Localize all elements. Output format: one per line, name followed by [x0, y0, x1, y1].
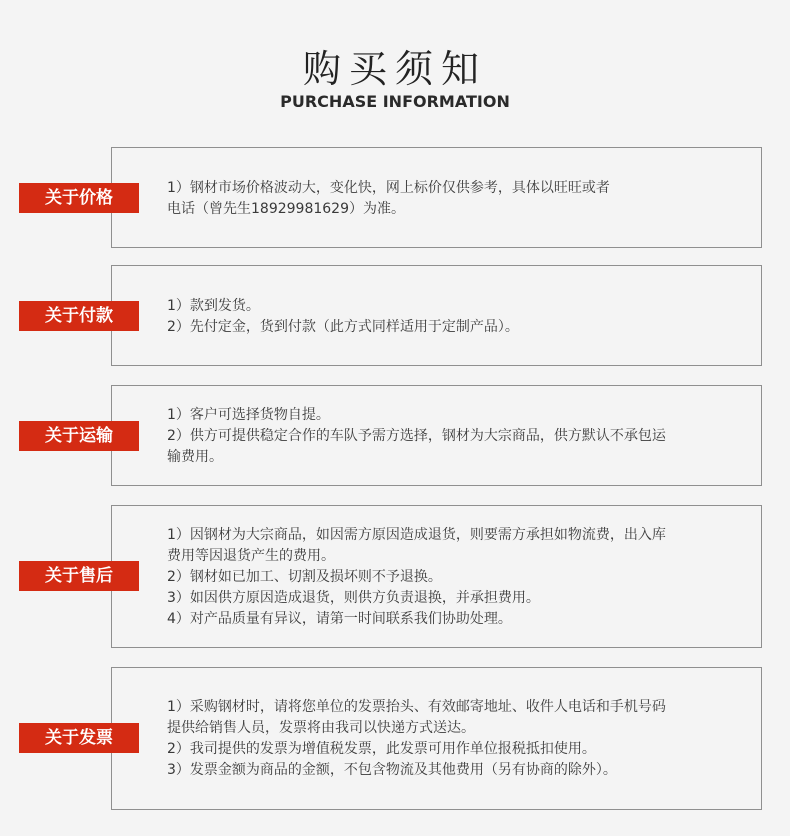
content-line: 1）因钢材为大宗商品，如因需方原因造成退货，则要需方承担如物流费，出入库 [167, 527, 666, 543]
page-subtitle: PURCHASE INFORMATION [280, 92, 510, 111]
content-line: 2）供方可提供稳定合作的车队予需方选择，钢材为大宗商品，供方默认不承包运 [167, 428, 666, 444]
shipping-tag: 关于运输 [19, 421, 139, 451]
content-line: 1）客户可选择货物自提。 [167, 407, 330, 423]
payment-tag: 关于付款 [19, 301, 139, 331]
invoice-tag: 关于发票 [19, 723, 139, 753]
content-line: 1）采购钢材时，请将您单位的发票抬头、有效邮寄地址、收件人电话和手机号码 [167, 699, 666, 715]
content-line: 提供给销售人员，发票将由我司以快递方式送达。 [167, 720, 475, 736]
content-line: 费用等因退货产生的费用。 [167, 548, 335, 564]
invoice-content [167, 697, 742, 781]
content-line: 3）发票金额为商品的金额，不包含物流及其他费用（另有协商的除外）。 [167, 762, 617, 778]
page-title: 购买须知 [302, 47, 487, 91]
content-line: 1）钢材市场价格波动大，变化快，网上标价仅供参考，具体以旺旺或者 [167, 180, 610, 196]
content-line: 4）对产品质量有异议，请第一时间联系我们协助处理。 [167, 611, 512, 627]
after-sales-tag: 关于售后 [19, 561, 139, 591]
content-line: 2）先付定金，货到付款（此方式同样适用于定制产品）。 [167, 319, 519, 335]
after-sales-content [167, 525, 742, 630]
price-content [167, 178, 742, 220]
content-line: 2）我司提供的发票为增值税发票，此发票可用作单位报税抵扣使用。 [167, 741, 596, 757]
content-line: 输费用。 [167, 449, 223, 465]
content-line: 3）如因供方原因造成退货，则供方负责退换，并承担费用。 [167, 590, 540, 606]
content-line: 2）钢材如已加工、切割及损坏则不予退换。 [167, 569, 442, 585]
content-line: 电话（曾先生18929981629）为准。 [167, 201, 405, 217]
price-tag: 关于价格 [19, 183, 139, 213]
shipping-content [167, 405, 742, 468]
content-line: 1）款到发货。 [167, 298, 260, 314]
payment-content [167, 296, 742, 338]
